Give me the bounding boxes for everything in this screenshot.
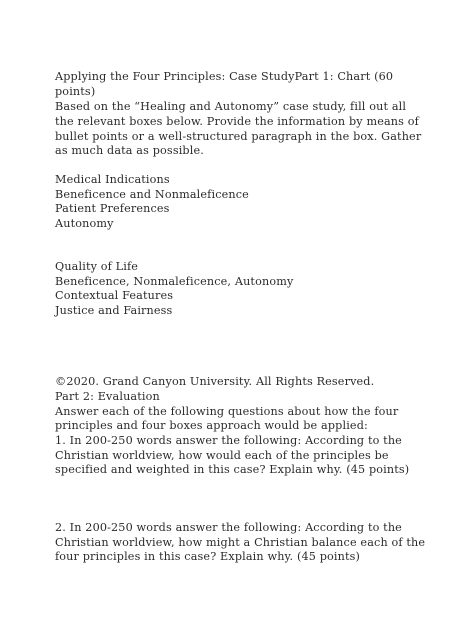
part2-line: principles and four boxes approach would be applied: (55, 419, 368, 432)
chart-label-patient-preferences: Patient Preferences (55, 202, 170, 215)
chart-label-principles: Beneficence, Nonmaleficence, Autonomy (55, 275, 294, 288)
chart-label-autonomy: Autonomy (55, 217, 114, 230)
chart-label-medical-indications: Medical Indications (55, 173, 170, 186)
chart-label-contextual-features: Contextual Features (55, 289, 174, 302)
intro-line: Applying the Four Principles: Case StudyPart 1: Chart (60 (55, 70, 394, 83)
question1-line: specified and weighted in this case? Explain why. (45 points) (55, 463, 410, 476)
question2-line: Christian worldview, how might a Christian balance each of the (55, 536, 426, 549)
intro-line: as much data as possible. (55, 144, 204, 157)
chart-label-quality-of-life: Quality of Life (55, 260, 139, 273)
question2-line: four principles in this case? Explain why. (45 points) (55, 550, 361, 563)
intro-line: Based on the “Healing and Autonomy” case study, fill out all (55, 100, 407, 113)
chart-label-beneficence: Beneficence and Nonmaleficence (55, 188, 249, 201)
question2-line: 2. In 200-250 words answer the following: According to the (55, 521, 402, 534)
intro-line: points) (55, 85, 96, 98)
intro-line: bullet points or a well-structured paragraph in the box. Gather (55, 130, 422, 143)
chart-label-justice: Justice and Fairness (55, 304, 173, 317)
question1-line: Christian worldview, how would each of the principles be (55, 449, 389, 462)
part2-line: Answer each of the following questions about how the four (55, 405, 399, 418)
copyright-notice: ©2020. Grand Canyon University. All Rights Reserved. (55, 375, 375, 388)
question1-line: 1. In 200-250 words answer the following: According to the (55, 434, 402, 447)
part2-heading: Part 2: Evaluation (55, 390, 160, 403)
intro-line: the relevant boxes below. Provide the information by means of (55, 115, 419, 128)
